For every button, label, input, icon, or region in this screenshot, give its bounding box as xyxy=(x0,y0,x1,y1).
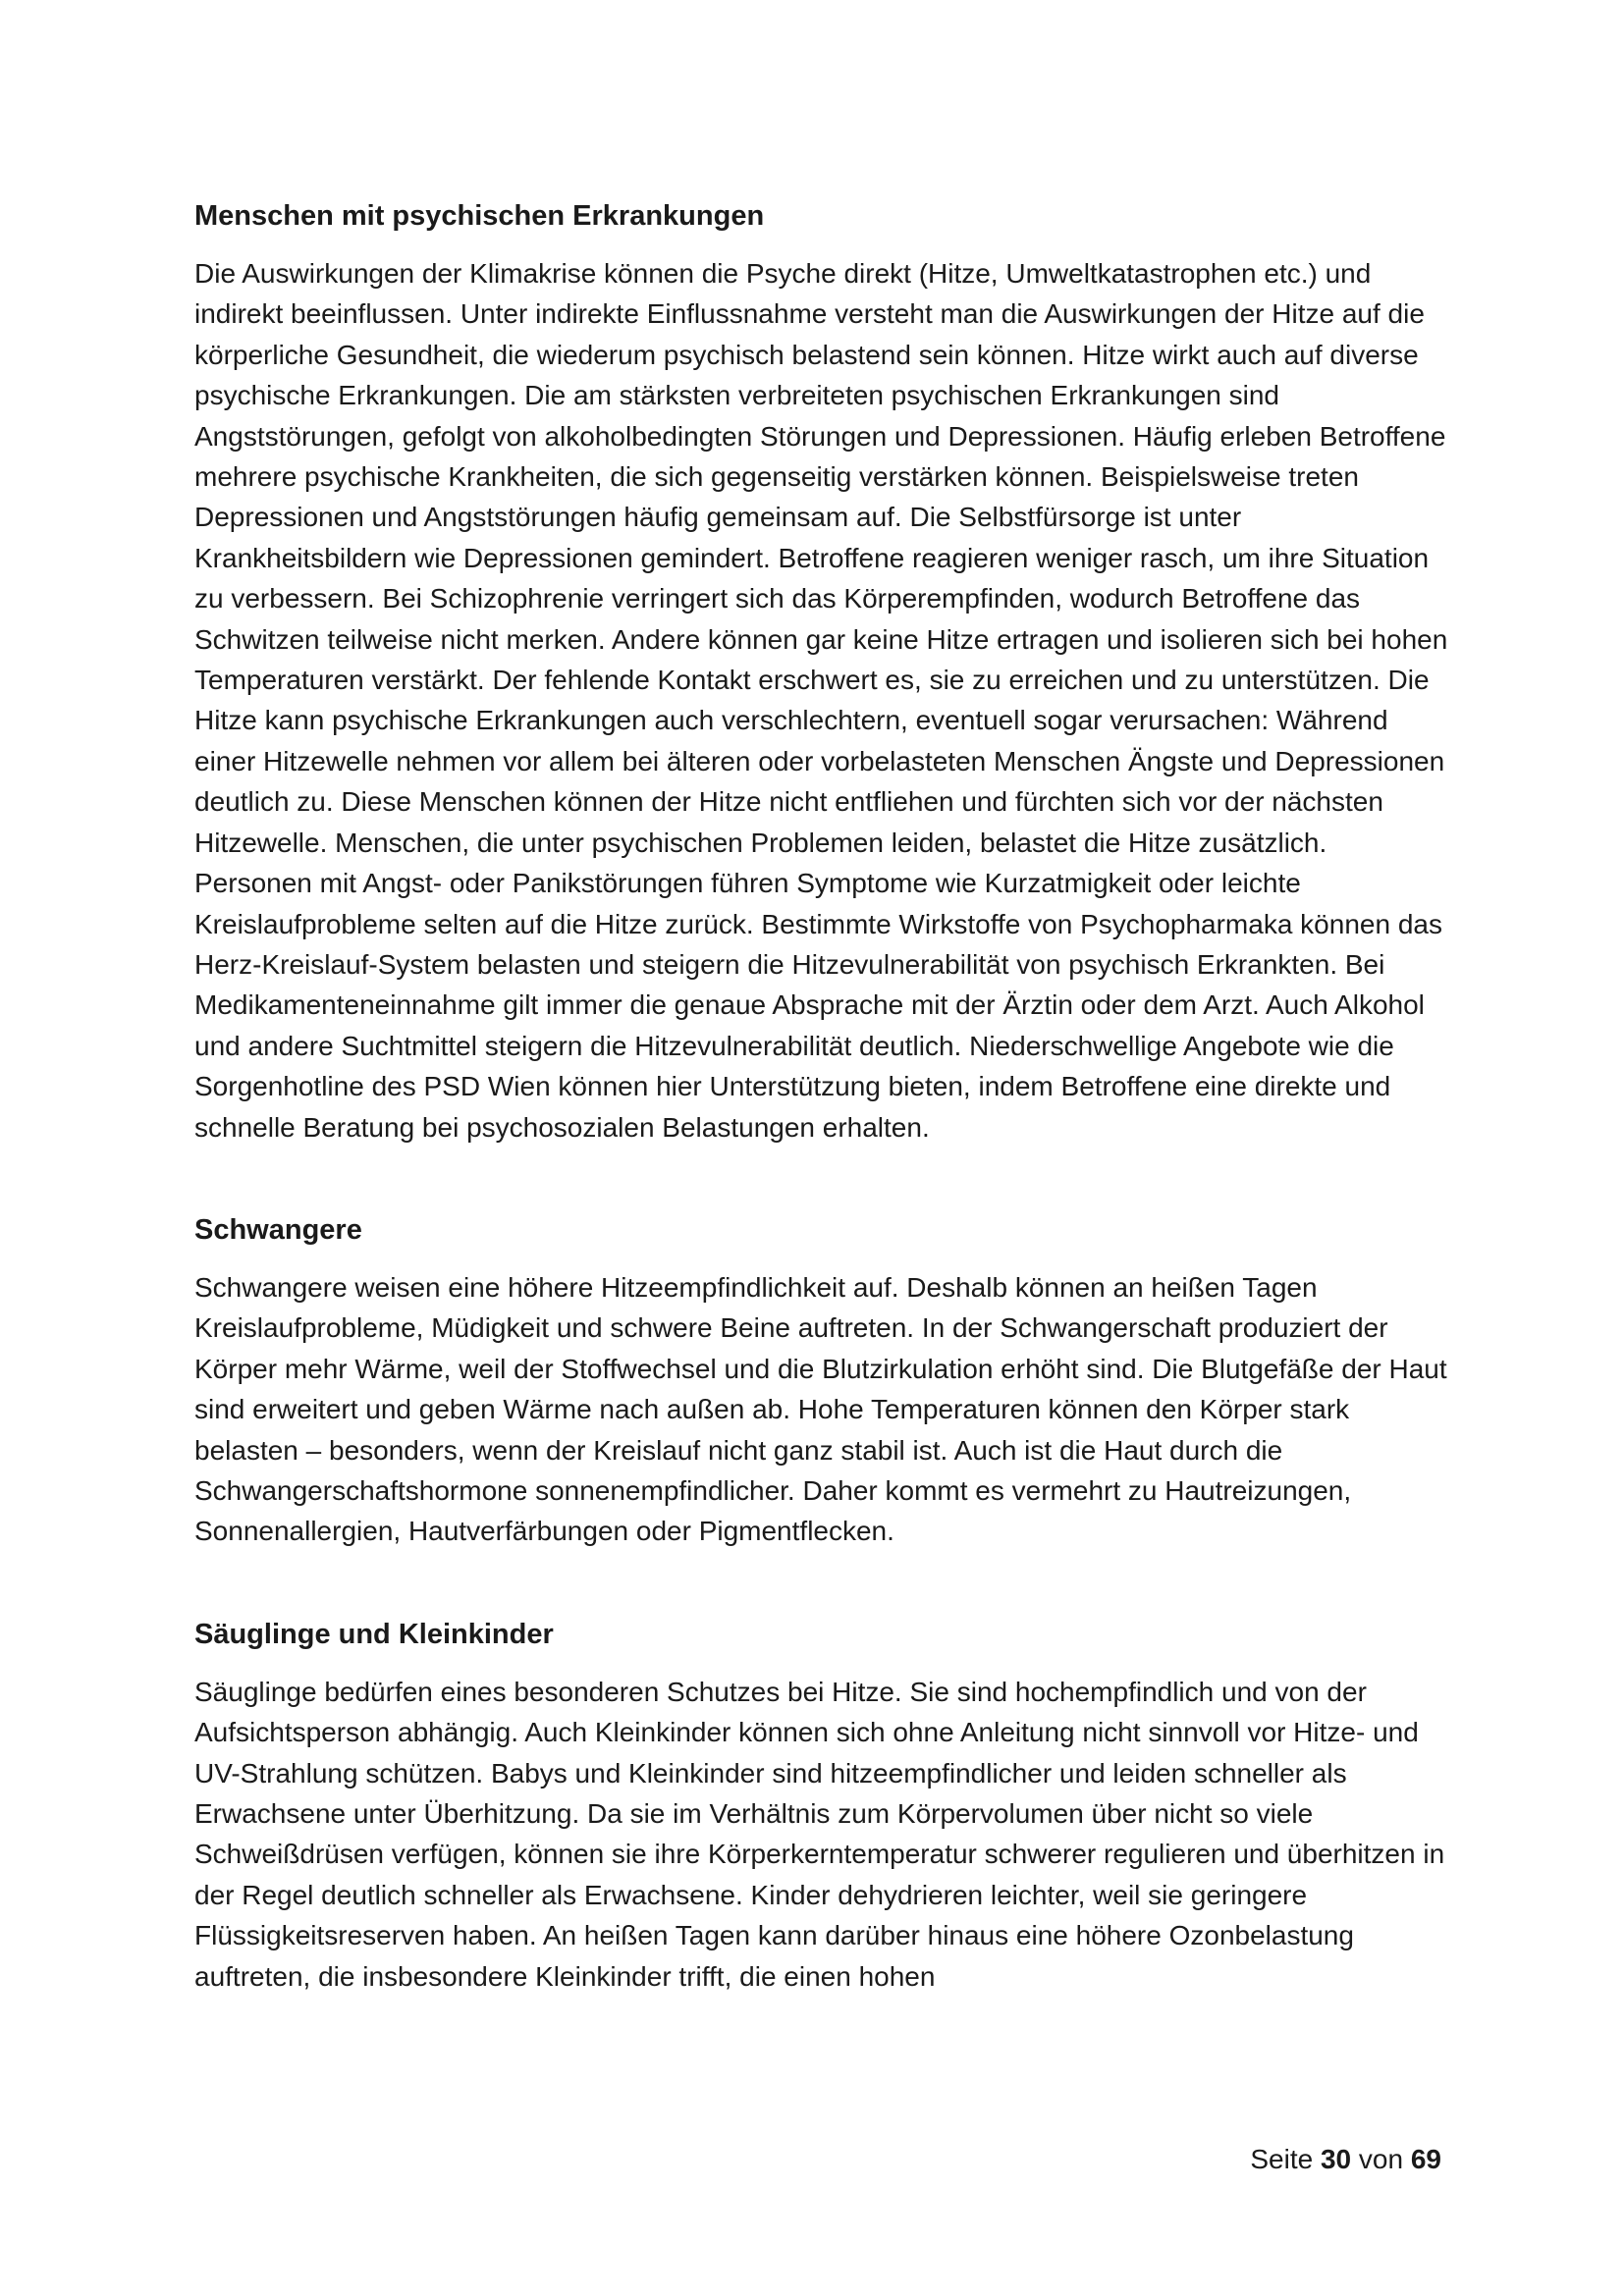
section-body: Schwangere weisen eine höhere Hitzeempfindlichkeit auf. Deshalb können an heißen Tagen Kreislaufprobleme, Müdigkeit und schwere Beine auftreten. In der Schwangerschaft produziert der Körper mehr Wärme, weil der Stoffwechsel und die Blutzirkulation erhöht sind. Die Blutgefäße der Haut sind erweitert und geben Wärme nach außen ab. Hohe Temperaturen können den Körper stark belasten – besonders, wenn der Kreislauf nicht ganz stabil ist. Auch ist die Haut durch die Schwangerschaftshormone sonnenempfindlicher. Daher kommt es vermehrt zu Hautreizungen, Sonnenallergien, Hautverfärbungen oder Pigmentflecken. xyxy=(194,1271,1447,1547)
section-psychische-erkrankungen xyxy=(194,196,1451,1148)
page-separator: von xyxy=(1358,2144,1404,2174)
section-body: Säuglinge bedürfen eines besonderen Schutzes bei Hitze. Sie sind hochempfindlich und von der Aufsichtsperson abhängig. Auch Kleinkinder können sich ohne Anleitung nicht sinnvoll vor Hitze- und UV-Strahlung schützen. Babys und Kleinkinder sind hitzeempfindlicher und leiden schneller als Erwachsene unter Überhitzung. Da sie im Verhältnis zum Körpervolumen über nicht so viele Schweißdrüsen verfügen, können sie ihre Körperkerntemperatur schwerer regulieren und überhitzen in der Regel deutlich schneller als Erwachsene. Kinder dehydrieren leichter, weil sie geringere Flüssigkeitsreserven haben. An heißen Tagen kann darüber hinaus eine höhere Ozonbelastung auftreten, die insbesondere Kleinkinder trifft, die einen hohen xyxy=(194,1676,1445,1992)
section-heading: Säuglinge und Kleinkinder xyxy=(194,1618,554,1650)
section-schwangere xyxy=(194,1210,1451,1552)
current-page-number: 30 xyxy=(1320,2144,1352,2174)
section-heading: Menschen mit psychischen Erkrankungen xyxy=(194,200,765,232)
total-pages-number: 69 xyxy=(1410,2144,1441,2174)
page-number-footer xyxy=(1250,2140,1441,2179)
page-label: Seite xyxy=(1250,2144,1314,2174)
section-heading: Schwangere xyxy=(194,1213,362,1246)
section-saeuglinge-kleinkinder xyxy=(194,1615,1451,1997)
page-content xyxy=(194,196,1451,1997)
section-body: Die Auswirkungen der Klimakrise können die Psyche direkt (Hitze, Umweltkatastrophen etc.) und indirekt beeinflussen. Unter indirekte Einflussnahme versteht man die Auswirkungen der Hitze auf die körperliche Gesundheit, die wiederum psychisch belastend sein können. Hitze wirkt auch auf diverse psychische Erkrankungen. Die am stärksten verbreiteten psychischen Erkrankungen sind Angststörungen, gefolgt von alkoholbedingten Störungen und Depressionen. Häufig erleben Betroffene mehrere psychische Krankheiten, die sich gegenseitig verstärken können. Beispielsweise treten Depressionen und Angststörungen häufig gemeinsam auf. Die Selbstfürsorge ist unter Krankheitsbildern wie Depressionen gemindert. Betroffene reagieren weniger rasch, um ihre Situation zu verbessern. Bei Schizophrenie verringert sich das Körperempfinden, wodurch Betroffene das Schwitzen teilweise nicht merken. Andere können gar keine Hitze ertragen und isolieren sich bei hohen Temperaturen verstärkt. Der fehlende Kontakt erschwert es, sie zu erreichen und zu unterstützen. Die Hitze kann psychische Erkrankungen auch verschlechtern, eventuell sogar verursachen: Während einer Hitzewelle nehmen vor allem bei älteren oder vorbelasteten Menschen Ängste und Depressionen deutlich zu. Diese Menschen können der Hitze nicht entfliehen und fürchten sich vor der nächsten Hitzewelle. Menschen, die unter psychischen Problemen leiden, belastet die Hitze zusätzlich. Personen mit Angst- oder Panikstörungen führen Symptome wie Kurzatmigkeit oder leichte Kreislaufprobleme selten auf die Hitze zurück. Bestimmte Wirkstoffe von Psychopharmaka können das Herz-Kreislauf-System belasten und steigern die Hitzevulnerabilität von psychisch Erkrankten. Bei Medikamenteneinnahme gilt immer die genaue Absprache mit der Ärztin oder dem Arzt. Auch Alkohol und andere Suchtmittel steigern die Hitzevulnerabilität deutlich. Niederschwellige Angebote wie die Sorgenhotline des PSD Wien können hier Unterstützung bieten, indem Betroffene eine direkte und schnelle Beratung bei psychosozialen Belastungen erhalten. xyxy=(194,258,1448,1143)
